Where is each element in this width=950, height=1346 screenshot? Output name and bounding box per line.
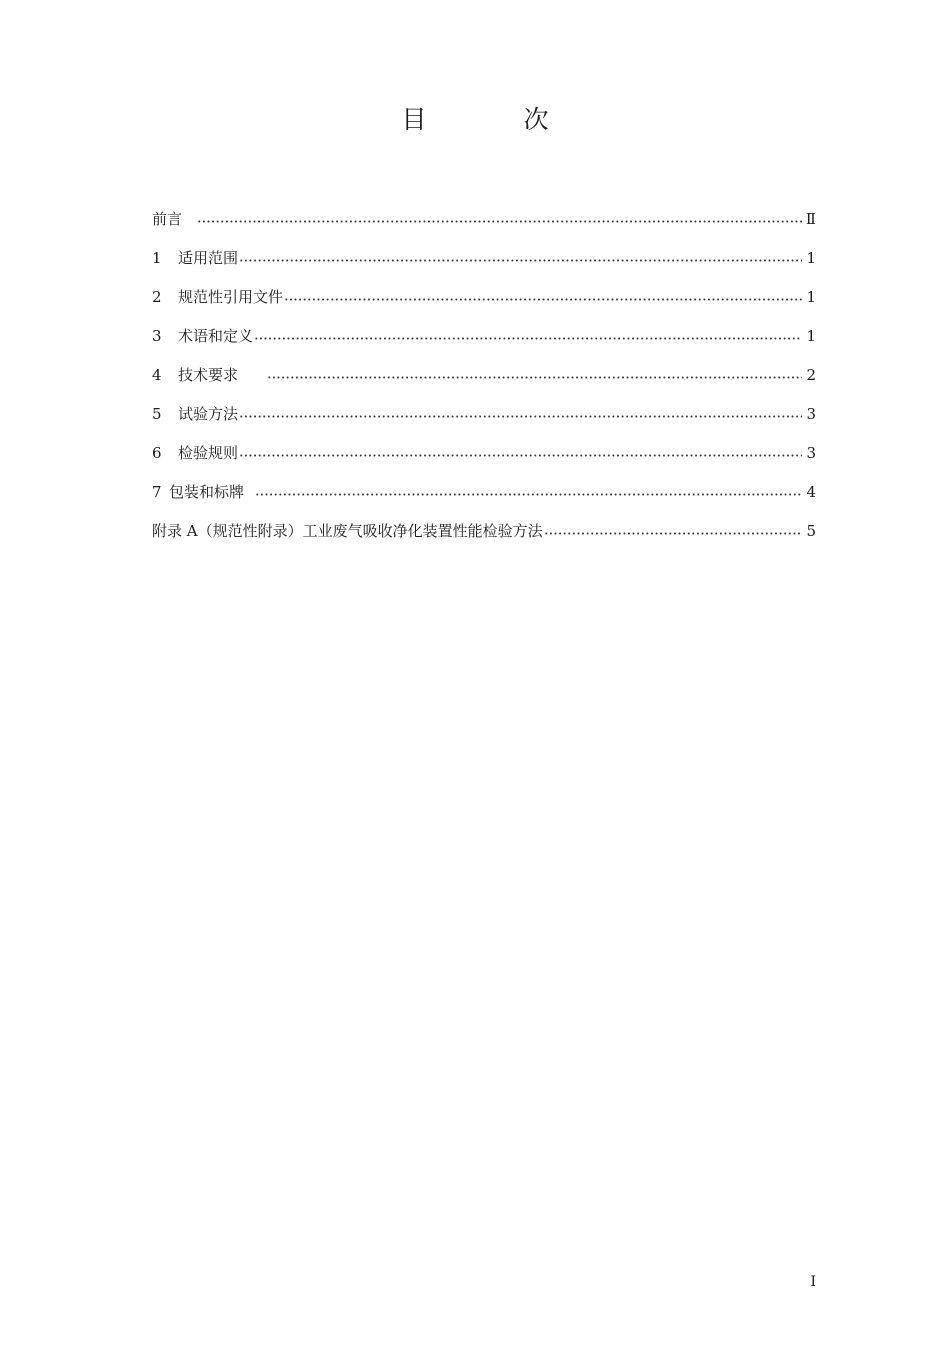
toc-entry-page: Ⅱ: [805, 209, 816, 228]
toc-entry-2[interactable]: [152, 277, 816, 316]
toc-dot-leader: [254, 337, 802, 340]
toc-entry-number: 2: [152, 287, 162, 306]
toc-entry-number: 7: [152, 482, 162, 501]
toc-entry-label: 检验规则: [178, 443, 239, 462]
toc-entry-preface[interactable]: [152, 199, 816, 238]
toc-entry-label: 适用范围: [178, 248, 239, 267]
toc-entry-page: 1: [806, 326, 816, 345]
toc-entry-appendix-a[interactable]: [152, 511, 816, 550]
toc-dot-leader: [284, 298, 802, 301]
toc-entry-page: 1: [806, 287, 816, 306]
toc-entry-6[interactable]: [152, 433, 816, 472]
toc-dot-leader: [255, 493, 802, 496]
toc-entry-page: 1: [806, 248, 816, 267]
toc-entry-page: 2: [806, 365, 816, 384]
toc-entry-4[interactable]: [152, 355, 816, 394]
toc-entry-number: 6: [152, 443, 162, 462]
toc-dot-leader: [239, 454, 802, 457]
page-number: I: [810, 1274, 816, 1290]
toc-entry-1[interactable]: [152, 238, 816, 277]
toc-entry-number: 5: [152, 404, 162, 423]
table-of-contents: [152, 199, 816, 550]
toc-entry-number: 1: [152, 248, 162, 267]
toc-entry-7[interactable]: [152, 472, 816, 511]
toc-dot-leader: [239, 259, 802, 262]
toc-entry-number: 4: [152, 365, 162, 384]
toc-entry-3[interactable]: [152, 316, 816, 355]
toc-entry-page: 3: [806, 443, 816, 462]
toc-entry-number: 3: [152, 326, 162, 345]
toc-entry-label: 规范性引用文件: [178, 287, 284, 306]
toc-entry-page: 4: [806, 482, 816, 501]
toc-entry-label: 前言: [152, 209, 183, 228]
toc-entry-page: 5: [806, 521, 816, 540]
toc-entry-label: 试验方法: [178, 404, 239, 423]
toc-entry-label: 术语和定义: [178, 326, 254, 345]
toc-dot-leader: [197, 220, 802, 223]
toc-dot-leader: [239, 415, 802, 418]
toc-dot-leader: [267, 376, 802, 379]
toc-dot-leader: [544, 532, 802, 535]
toc-entry-5[interactable]: [152, 394, 816, 433]
toc-entry-label: 包装和标牌: [169, 482, 245, 501]
toc-entry-label: 技术要求: [178, 365, 239, 384]
toc-entry-label: 附录 A（规范性附录）工业废气吸收净化装置性能检验方法: [152, 521, 543, 540]
page-title: 目 次: [401, 105, 585, 134]
toc-entry-page: 3: [806, 404, 816, 423]
